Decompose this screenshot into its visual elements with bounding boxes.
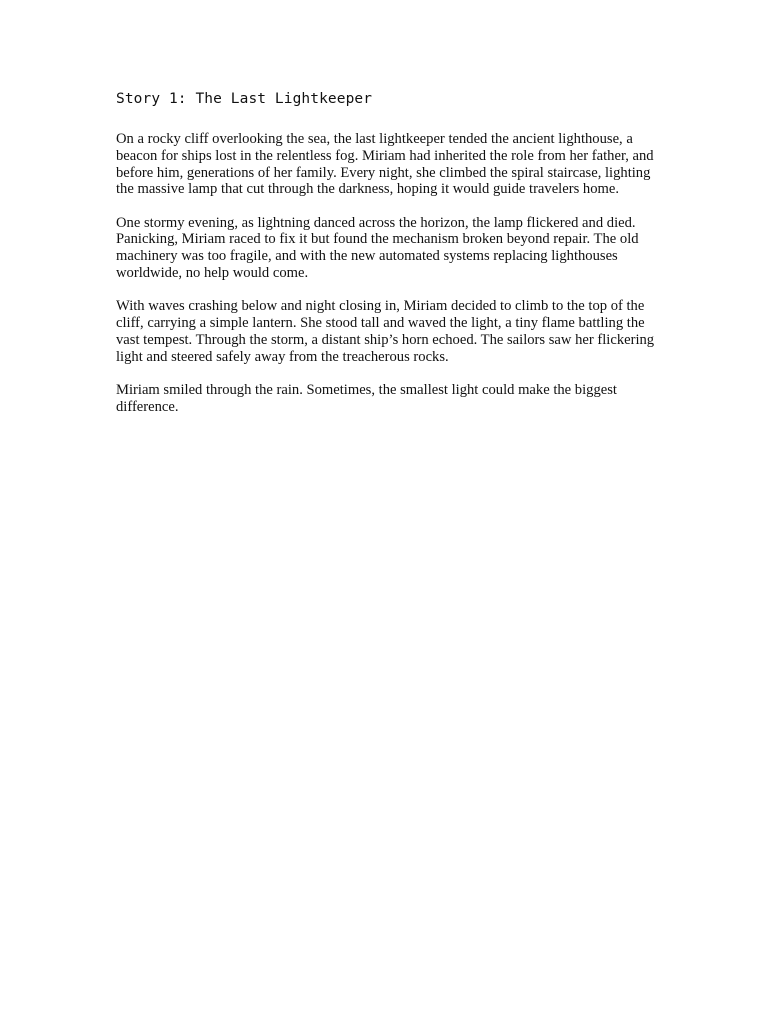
story-paragraph-1: On a rocky cliff overlooking the sea, the last lightkeeper tended the ancient lighthouse, a beacon for ships lost in the relentless fog. Miriam had inherited the role from her father, and before him, generations of her family. Every night, she climbed the spiral staircase, lighting the massive lamp that cut through the darkness, hoping it would guide travelers home. xyxy=(116,131,654,198)
document-page xyxy=(116,89,661,432)
story-paragraph-4: Miriam smiled through the rain. Sometimes, the smallest light could make the biggest difference. xyxy=(116,382,617,415)
story-paragraph-2: One stormy evening, as lightning danced across the horizon, the lamp flickered and died. Panicking, Miriam raced to fix it but found the mechanism broken beyond repair. The old machinery was too fragile, and with the new automated systems replacing lighthouses worldwide, no help would come. xyxy=(116,214,639,282)
story-title: Story 1: The Last Lightkeeper xyxy=(116,91,373,107)
story-paragraph-3: With waves crashing below and night closing in, Miriam decided to climb to the top of the cliff, carrying a simple lantern. She stood tall and waved the light, a tiny flame battling the vast tempest. Through the storm, a distant ship’s horn echoed. The sailors saw her flickering light and steered safely away from the treacherous rocks. xyxy=(116,298,655,365)
